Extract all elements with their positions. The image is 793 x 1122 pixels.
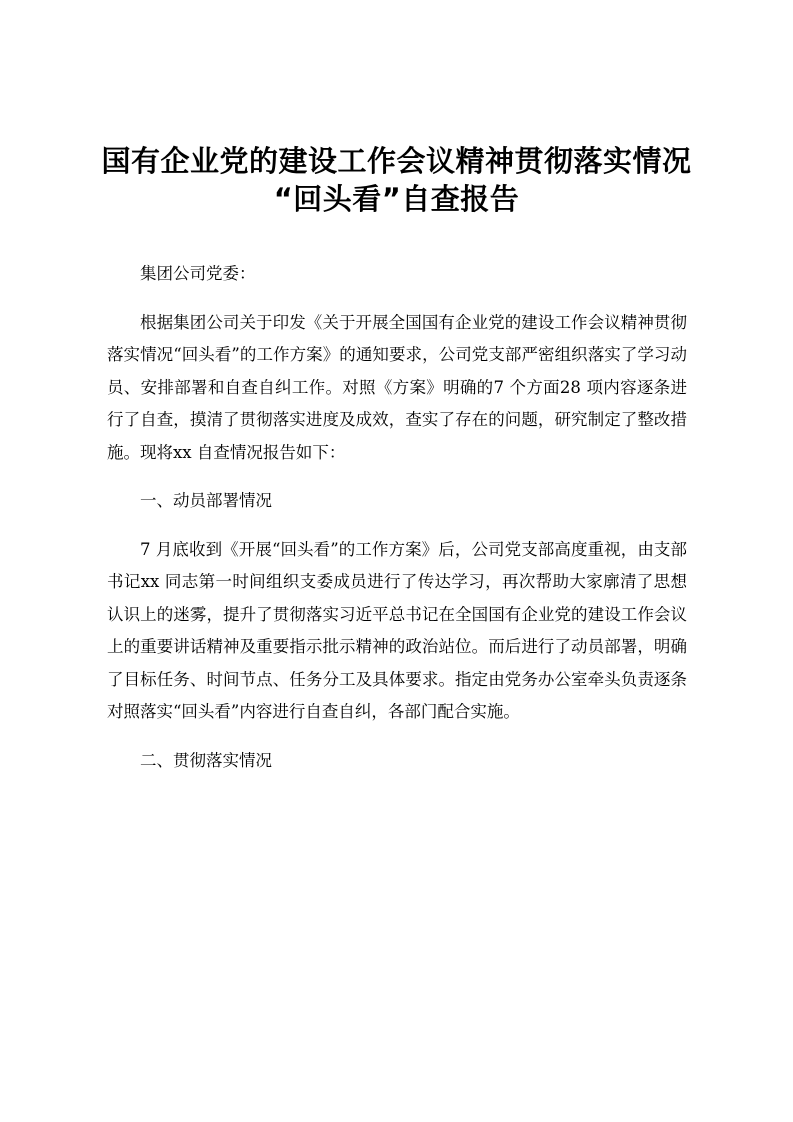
document-title-line-1: 国有企业党的建设工作会议精神贯彻落实情况 (101, 144, 692, 178)
document-body (107, 258, 687, 777)
section-heading-2: 二、贯彻落实情况 (140, 750, 272, 770)
paragraph-section-1: 7 月底收到《开展“回头看”的工作方案》后，公司党支部高度重视，由支部书记xx 同志第一时间组织支委成员进行了传达学习，再次帮助大家廓清了思想认识上的迷雾，提升了贯彻落实习近平总书记在全国国有企业党的建设工作会议上的重要讲话精神及重要指示批示精神的政治站位。而后进行了动员部署，明确了目标任务、时间节点、任务分工及具体要求。指定由党务办公室牵头负责逐条对照落实“回头看”内容进行自查自纠，各部门配合实施。 (107, 539, 687, 721)
document-title-line-2: “回头看”自查报告 (273, 182, 520, 216)
paragraph-intro: 根据集团公司关于印发《关于开展全国国有企业党的建设工作会议精神贯彻落实情况“回头看”的工作方案》的通知要求，公司党支部严密组织落实了学习动员、安排部署和自查自纠工作。对照《方案》明确的7 个方面28 项内容逐条进行了自查，摸清了贯彻落实进度及成效，查实了存在的问题，研究制定了整改措施。现将xx 自查情况报告如下： (107, 312, 687, 462)
salutation: 集团公司党委： (140, 264, 256, 283)
section-heading-1: 一、动员部署情况 (140, 491, 272, 510)
